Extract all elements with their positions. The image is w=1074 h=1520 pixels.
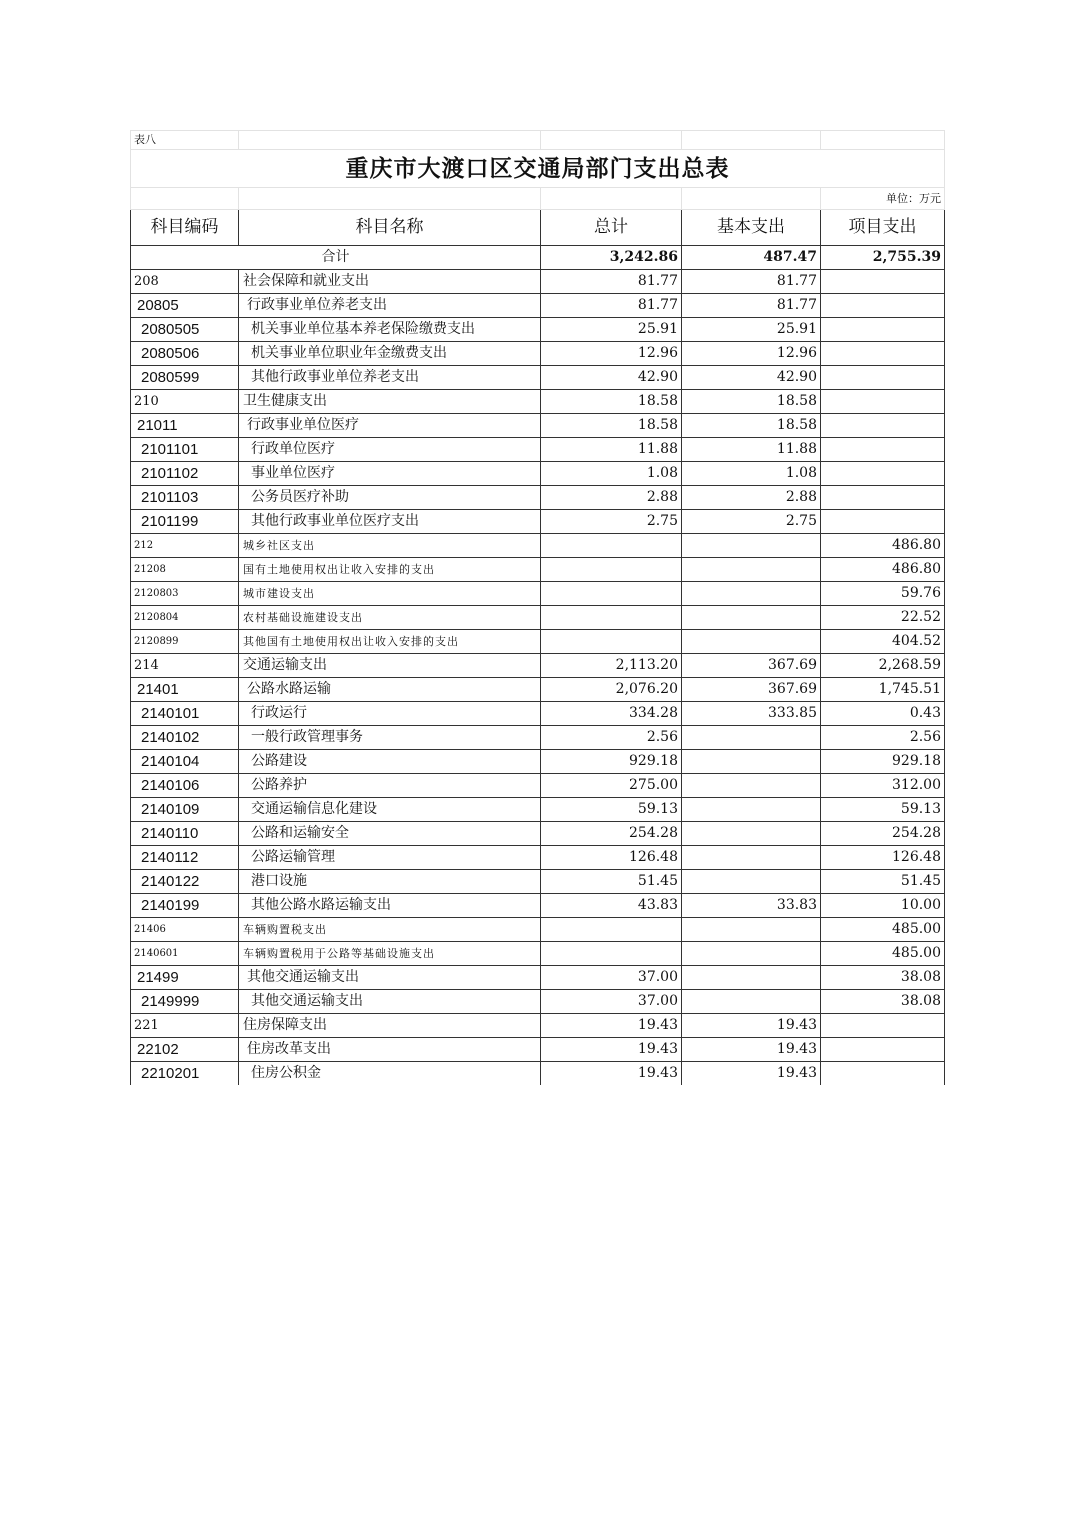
row-name: 公路建设: [239, 750, 541, 774]
row-project: [821, 486, 945, 510]
row-code: 208: [131, 270, 239, 294]
row-name: 一般行政管理事务: [239, 726, 541, 750]
table-row: [131, 630, 945, 654]
row-project: 2.56: [821, 726, 945, 750]
row-name: 行政事业单位养老支出: [239, 294, 541, 318]
row-project: 404.52: [821, 630, 945, 654]
table-row: [131, 606, 945, 630]
row-basic: [682, 966, 821, 990]
row-name: 公路和运输安全: [239, 822, 541, 846]
row-code: 2140109: [131, 798, 239, 822]
row-name: 卫生健康支出: [239, 390, 541, 414]
row-code: 2080599: [131, 366, 239, 390]
row-basic: 25.91: [682, 318, 821, 342]
row-code: 2140601: [131, 942, 239, 966]
row-basic: [682, 582, 821, 606]
row-total: 81.77: [541, 270, 682, 294]
row-code: 2140110: [131, 822, 239, 846]
row-total: 11.88: [541, 438, 682, 462]
table-row: [131, 1062, 945, 1086]
table-row: [131, 390, 945, 414]
row-name: 国有土地使用权出让收入安排的支出: [239, 558, 541, 582]
row-total: [541, 558, 682, 582]
row-code: 2210201: [131, 1062, 239, 1086]
row-name: 公务员医疗补助: [239, 486, 541, 510]
row-total: 37.00: [541, 990, 682, 1014]
row-basic: [682, 990, 821, 1014]
row-project: 485.00: [821, 942, 945, 966]
table-row: [131, 870, 945, 894]
row-total: 334.28: [541, 702, 682, 726]
row-project: [821, 270, 945, 294]
row-basic: 367.69: [682, 678, 821, 702]
row-basic: [682, 750, 821, 774]
unit-label: 单位：万元: [821, 188, 945, 210]
table-row: [131, 318, 945, 342]
expenditure-table: [130, 130, 945, 1085]
row-name: 农村基础设施建设支出: [239, 606, 541, 630]
row-basic: [682, 534, 821, 558]
table-row: [131, 294, 945, 318]
row-name: 城市建设支出: [239, 582, 541, 606]
row-code: 2120899: [131, 630, 239, 654]
row-project: [821, 414, 945, 438]
row-total: 19.43: [541, 1062, 682, 1086]
row-basic: 2.88: [682, 486, 821, 510]
row-total: [541, 630, 682, 654]
row-code: 2120803: [131, 582, 239, 606]
row-project: 485.00: [821, 918, 945, 942]
row-code: 2101101: [131, 438, 239, 462]
table-row: [131, 918, 945, 942]
row-total: 18.58: [541, 414, 682, 438]
header-basic: 基本支出: [682, 210, 821, 246]
row-name: 港口设施: [239, 870, 541, 894]
row-code: 2120804: [131, 606, 239, 630]
total-basic: 487.47: [682, 246, 821, 270]
row-project: [821, 510, 945, 534]
row-project: 486.80: [821, 534, 945, 558]
row-total: 37.00: [541, 966, 682, 990]
row-name: 住房保障支出: [239, 1014, 541, 1038]
row-name: 公路运输管理: [239, 846, 541, 870]
table-row: [131, 486, 945, 510]
row-project: [821, 342, 945, 366]
row-total: 59.13: [541, 798, 682, 822]
row-project: [821, 390, 945, 414]
row-code: 2101199: [131, 510, 239, 534]
row-total: [541, 534, 682, 558]
table-row: [131, 366, 945, 390]
table-row: [131, 582, 945, 606]
row-total: 1.08: [541, 462, 682, 486]
row-total: 81.77: [541, 294, 682, 318]
row-project: [821, 1062, 945, 1086]
row-basic: 19.43: [682, 1062, 821, 1086]
row-code: 21499: [131, 966, 239, 990]
row-total: 254.28: [541, 822, 682, 846]
row-project: [821, 318, 945, 342]
row-code: 2080506: [131, 342, 239, 366]
row-code: 2140112: [131, 846, 239, 870]
row-basic: 18.58: [682, 414, 821, 438]
row-project: 38.08: [821, 966, 945, 990]
row-basic: [682, 870, 821, 894]
row-basic: 18.58: [682, 390, 821, 414]
row-basic: 42.90: [682, 366, 821, 390]
row-basic: [682, 822, 821, 846]
row-basic: [682, 942, 821, 966]
row-total: 2.56: [541, 726, 682, 750]
row-total: [541, 942, 682, 966]
row-code: 21406: [131, 918, 239, 942]
row-total: 51.45: [541, 870, 682, 894]
row-name: 住房公积金: [239, 1062, 541, 1086]
row-total: 2.88: [541, 486, 682, 510]
row-code: 21208: [131, 558, 239, 582]
row-total: 19.43: [541, 1038, 682, 1062]
table-row: [131, 846, 945, 870]
row-code: 21011: [131, 414, 239, 438]
total-total: 3,242.86: [541, 246, 682, 270]
total-project: 2,755.39: [821, 246, 945, 270]
row-basic: 19.43: [682, 1014, 821, 1038]
row-basic: 81.77: [682, 270, 821, 294]
row-project: [821, 366, 945, 390]
row-code: 2101103: [131, 486, 239, 510]
row-basic: [682, 846, 821, 870]
row-code: 2080505: [131, 318, 239, 342]
table-row: [131, 726, 945, 750]
row-total: [541, 918, 682, 942]
table-number-row: [131, 131, 945, 150]
table-row: [131, 438, 945, 462]
row-basic: [682, 774, 821, 798]
row-project: 51.45: [821, 870, 945, 894]
row-total: 2.75: [541, 510, 682, 534]
table-row: [131, 702, 945, 726]
row-code: 2140101: [131, 702, 239, 726]
row-name: 行政单位医疗: [239, 438, 541, 462]
row-total: [541, 606, 682, 630]
table-row: [131, 510, 945, 534]
table-row: [131, 342, 945, 366]
row-total: 19.43: [541, 1014, 682, 1038]
row-basic: 33.83: [682, 894, 821, 918]
row-name: 其他交通运输支出: [239, 966, 541, 990]
row-project: [821, 438, 945, 462]
row-basic: 1.08: [682, 462, 821, 486]
row-name: 交通运输信息化建设: [239, 798, 541, 822]
header-name: 科目名称: [239, 210, 541, 246]
row-project: 2,268.59: [821, 654, 945, 678]
row-name: 事业单位医疗: [239, 462, 541, 486]
table-row: [131, 942, 945, 966]
row-project: 10.00: [821, 894, 945, 918]
row-name: 住房改革支出: [239, 1038, 541, 1062]
row-code: 214: [131, 654, 239, 678]
row-basic: 12.96: [682, 342, 821, 366]
row-code: 2140106: [131, 774, 239, 798]
row-project: 59.13: [821, 798, 945, 822]
row-basic: [682, 606, 821, 630]
row-name: 公路养护: [239, 774, 541, 798]
row-code: 2140102: [131, 726, 239, 750]
row-total: 18.58: [541, 390, 682, 414]
row-total: [541, 582, 682, 606]
row-basic: 19.43: [682, 1038, 821, 1062]
row-name: 其他行政事业单位医疗支出: [239, 510, 541, 534]
row-name: 交通运输支出: [239, 654, 541, 678]
row-name: 其他公路水路运输支出: [239, 894, 541, 918]
row-code: 2101102: [131, 462, 239, 486]
table-row: [131, 654, 945, 678]
row-total: 126.48: [541, 846, 682, 870]
total-label: 合计: [131, 246, 541, 270]
row-project: [821, 1038, 945, 1062]
row-name: 公路水路运输: [239, 678, 541, 702]
row-basic: [682, 630, 821, 654]
table-row: [131, 558, 945, 582]
row-name: 其他行政事业单位养老支出: [239, 366, 541, 390]
table-row: [131, 414, 945, 438]
row-basic: [682, 918, 821, 942]
row-basic: 333.85: [682, 702, 821, 726]
row-code: 22102: [131, 1038, 239, 1062]
row-name: 机关事业单位基本养老保险缴费支出: [239, 318, 541, 342]
table-row: [131, 462, 945, 486]
row-code: 2140104: [131, 750, 239, 774]
row-name: 社会保障和就业支出: [239, 270, 541, 294]
table-row: [131, 966, 945, 990]
row-total: 42.90: [541, 366, 682, 390]
row-name: 机关事业单位职业年金缴费支出: [239, 342, 541, 366]
table-row: [131, 822, 945, 846]
row-project: [821, 294, 945, 318]
header-row: [131, 210, 945, 246]
row-project: 59.76: [821, 582, 945, 606]
total-row: [131, 246, 945, 270]
row-basic: 2.75: [682, 510, 821, 534]
row-name: 行政事业单位医疗: [239, 414, 541, 438]
row-project: 126.48: [821, 846, 945, 870]
row-code: 21401: [131, 678, 239, 702]
row-project: 254.28: [821, 822, 945, 846]
row-code: 221: [131, 1014, 239, 1038]
row-project: [821, 462, 945, 486]
row-name: 其他交通运输支出: [239, 990, 541, 1014]
table-row: [131, 534, 945, 558]
header-code: 科目编码: [131, 210, 239, 246]
row-project: 486.80: [821, 558, 945, 582]
row-code: 20805: [131, 294, 239, 318]
row-name: 车辆购置税用于公路等基础设施支出: [239, 942, 541, 966]
table-row: [131, 990, 945, 1014]
row-name: 行政运行: [239, 702, 541, 726]
table-row: [131, 1014, 945, 1038]
row-code: 2149999: [131, 990, 239, 1014]
row-basic: [682, 558, 821, 582]
row-project: 38.08: [821, 990, 945, 1014]
row-total: 25.91: [541, 318, 682, 342]
table-row: [131, 798, 945, 822]
row-total: 2,076.20: [541, 678, 682, 702]
row-total: 929.18: [541, 750, 682, 774]
row-total: 43.83: [541, 894, 682, 918]
expenditure-sheet: [130, 130, 944, 1085]
table-row: [131, 1038, 945, 1062]
row-code: 2140199: [131, 894, 239, 918]
row-name: 城乡社区支出: [239, 534, 541, 558]
header-project: 项目支出: [821, 210, 945, 246]
row-project: 312.00: [821, 774, 945, 798]
header-total: 总计: [541, 210, 682, 246]
unit-row: [131, 188, 945, 210]
row-project: 22.52: [821, 606, 945, 630]
row-project: 1,745.51: [821, 678, 945, 702]
table-number: 表八: [131, 131, 239, 150]
row-basic: [682, 798, 821, 822]
row-total: 275.00: [541, 774, 682, 798]
row-name: 其他国有土地使用权出让收入安排的支出: [239, 630, 541, 654]
row-total: 2,113.20: [541, 654, 682, 678]
row-basic: [682, 726, 821, 750]
row-name: 车辆购置税支出: [239, 918, 541, 942]
table-row: [131, 774, 945, 798]
table-row: [131, 270, 945, 294]
row-code: 212: [131, 534, 239, 558]
table-row: [131, 750, 945, 774]
row-basic: 11.88: [682, 438, 821, 462]
row-basic: 81.77: [682, 294, 821, 318]
row-code: 2140122: [131, 870, 239, 894]
row-project: [821, 1014, 945, 1038]
page-title: 重庆市大渡口区交通局部门支出总表: [131, 150, 945, 188]
row-basic: 367.69: [682, 654, 821, 678]
table-row: [131, 894, 945, 918]
table-row: [131, 678, 945, 702]
row-project: 0.43: [821, 702, 945, 726]
row-total: 12.96: [541, 342, 682, 366]
row-project: 929.18: [821, 750, 945, 774]
row-code: 210: [131, 390, 239, 414]
title-row: [131, 150, 945, 188]
